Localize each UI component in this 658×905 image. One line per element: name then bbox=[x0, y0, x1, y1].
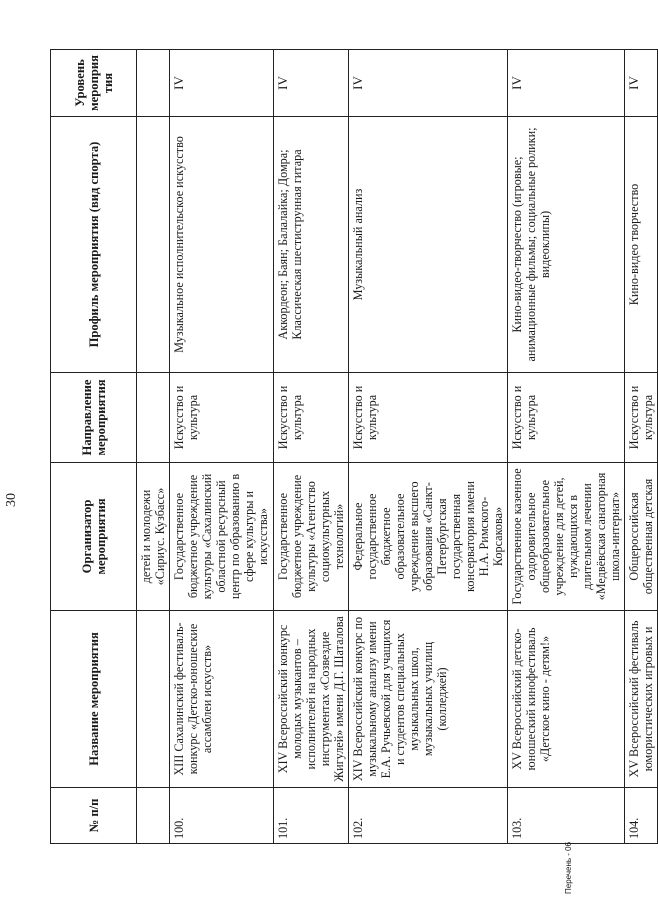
row-organizer: Государственное казенное оздоровительное общеобразовательное учреждение для детей, нуждающихся в длительном лечении «Медвёвская санаторная школа-интернат» bbox=[508, 463, 625, 611]
row-level: IV bbox=[170, 50, 274, 117]
row-name: XV Всероссийский детско-юношеский кинофестиваль «Детское кино - детям!» bbox=[508, 611, 625, 788]
row-level: IV bbox=[508, 50, 625, 117]
row-direction: Искусство и культура bbox=[274, 373, 349, 463]
row-organizer: Государственное бюджетное учреждение культуры «Сахалинский областной ресурсный центр по образованию в сфере культуры и искусства» bbox=[170, 463, 274, 611]
row-direction: Искусство и культура bbox=[625, 373, 658, 463]
header-organizer: Организатор мероприятия bbox=[51, 463, 137, 611]
row-profile: Аккордеон; Баян; Балалайка; Домра; Классическая шестиструнная гитара bbox=[274, 117, 349, 373]
header-level: Уровень мероприятия bbox=[51, 50, 137, 117]
continuation-direction bbox=[137, 373, 170, 463]
continuation-name bbox=[137, 611, 170, 788]
row-name: XIV Всероссийский конкурс молодых музыкантов – исполнителей на народных инструментах «Созвездие Жигулей» имени Д.Г. Шаталова bbox=[274, 611, 349, 788]
row-profile: Музыкальный анализ bbox=[349, 117, 508, 373]
row-organizer: Государственное бюджетное учреждение культуры «Агентство социокультурных технологий» bbox=[274, 463, 349, 611]
row-name: XIV Всероссийский конкурс по музыкальному анализу имени Е.А. Ручьевской для учащихся и студентов специальных музыкальных школ, музыкальных училищ (колледжей) bbox=[349, 611, 508, 788]
header-name: Название мероприятия bbox=[51, 611, 137, 788]
row-level: IV bbox=[274, 50, 349, 117]
row-direction: Искусство и культура bbox=[508, 373, 625, 463]
row-organizer: Федеральное государственное бюджетное образовательное учреждение высшего образования «Санкт-Петербургская государственная консерватория имени Н.А. Римского-Корсакова» bbox=[349, 463, 508, 611]
row-organizer: Общероссийская общественная детская bbox=[625, 463, 658, 611]
row-direction: Искусство и культура bbox=[170, 373, 274, 463]
row-profile: Кино-видео творчество bbox=[625, 117, 658, 373]
row-num: 103. bbox=[508, 788, 625, 844]
row-level: IV bbox=[349, 50, 508, 117]
table-row bbox=[625, 50, 658, 844]
continuation-organizer: детей и молодежи «Сириус. Кузбасс» bbox=[137, 463, 170, 611]
page-number: 30 bbox=[4, 493, 19, 507]
table-row bbox=[349, 50, 508, 844]
continuation-row bbox=[137, 50, 170, 844]
continuation-profile bbox=[137, 117, 170, 373]
continuation-num bbox=[137, 788, 170, 844]
row-profile: Музыкальное исполнительское искусство bbox=[170, 117, 274, 373]
footer-note: Перечень - 06 bbox=[564, 841, 573, 894]
row-level: IV bbox=[625, 50, 658, 117]
rotated-page bbox=[0, 55, 655, 900]
row-profile: Кино-видео-творчество (игровые; анимационные фильмы; социальные ролики; видеоклипы) bbox=[508, 117, 625, 373]
row-direction: Искусство и культура bbox=[349, 373, 508, 463]
table-header-row bbox=[51, 50, 137, 844]
row-name: XIII Сахалинский фестиваль-конкурс «Детско-юношеские ассамблеи искусств» bbox=[170, 611, 274, 788]
row-name: XV Всероссийский фестиваль юмористических игровых и bbox=[625, 611, 658, 788]
table-row bbox=[508, 50, 625, 844]
header-profile: Профиль мероприятия (вид спорта) bbox=[51, 117, 137, 373]
header-direction: Направление мероприятия bbox=[51, 373, 137, 463]
table-row bbox=[170, 50, 274, 844]
row-num: 104. bbox=[625, 788, 658, 844]
continuation-level bbox=[137, 50, 170, 117]
row-num: 100. bbox=[170, 788, 274, 844]
events-table bbox=[50, 49, 658, 844]
row-num: 101. bbox=[274, 788, 349, 844]
table-row bbox=[274, 50, 349, 844]
header-num: № п/п bbox=[51, 788, 137, 844]
row-num: 102. bbox=[349, 788, 508, 844]
